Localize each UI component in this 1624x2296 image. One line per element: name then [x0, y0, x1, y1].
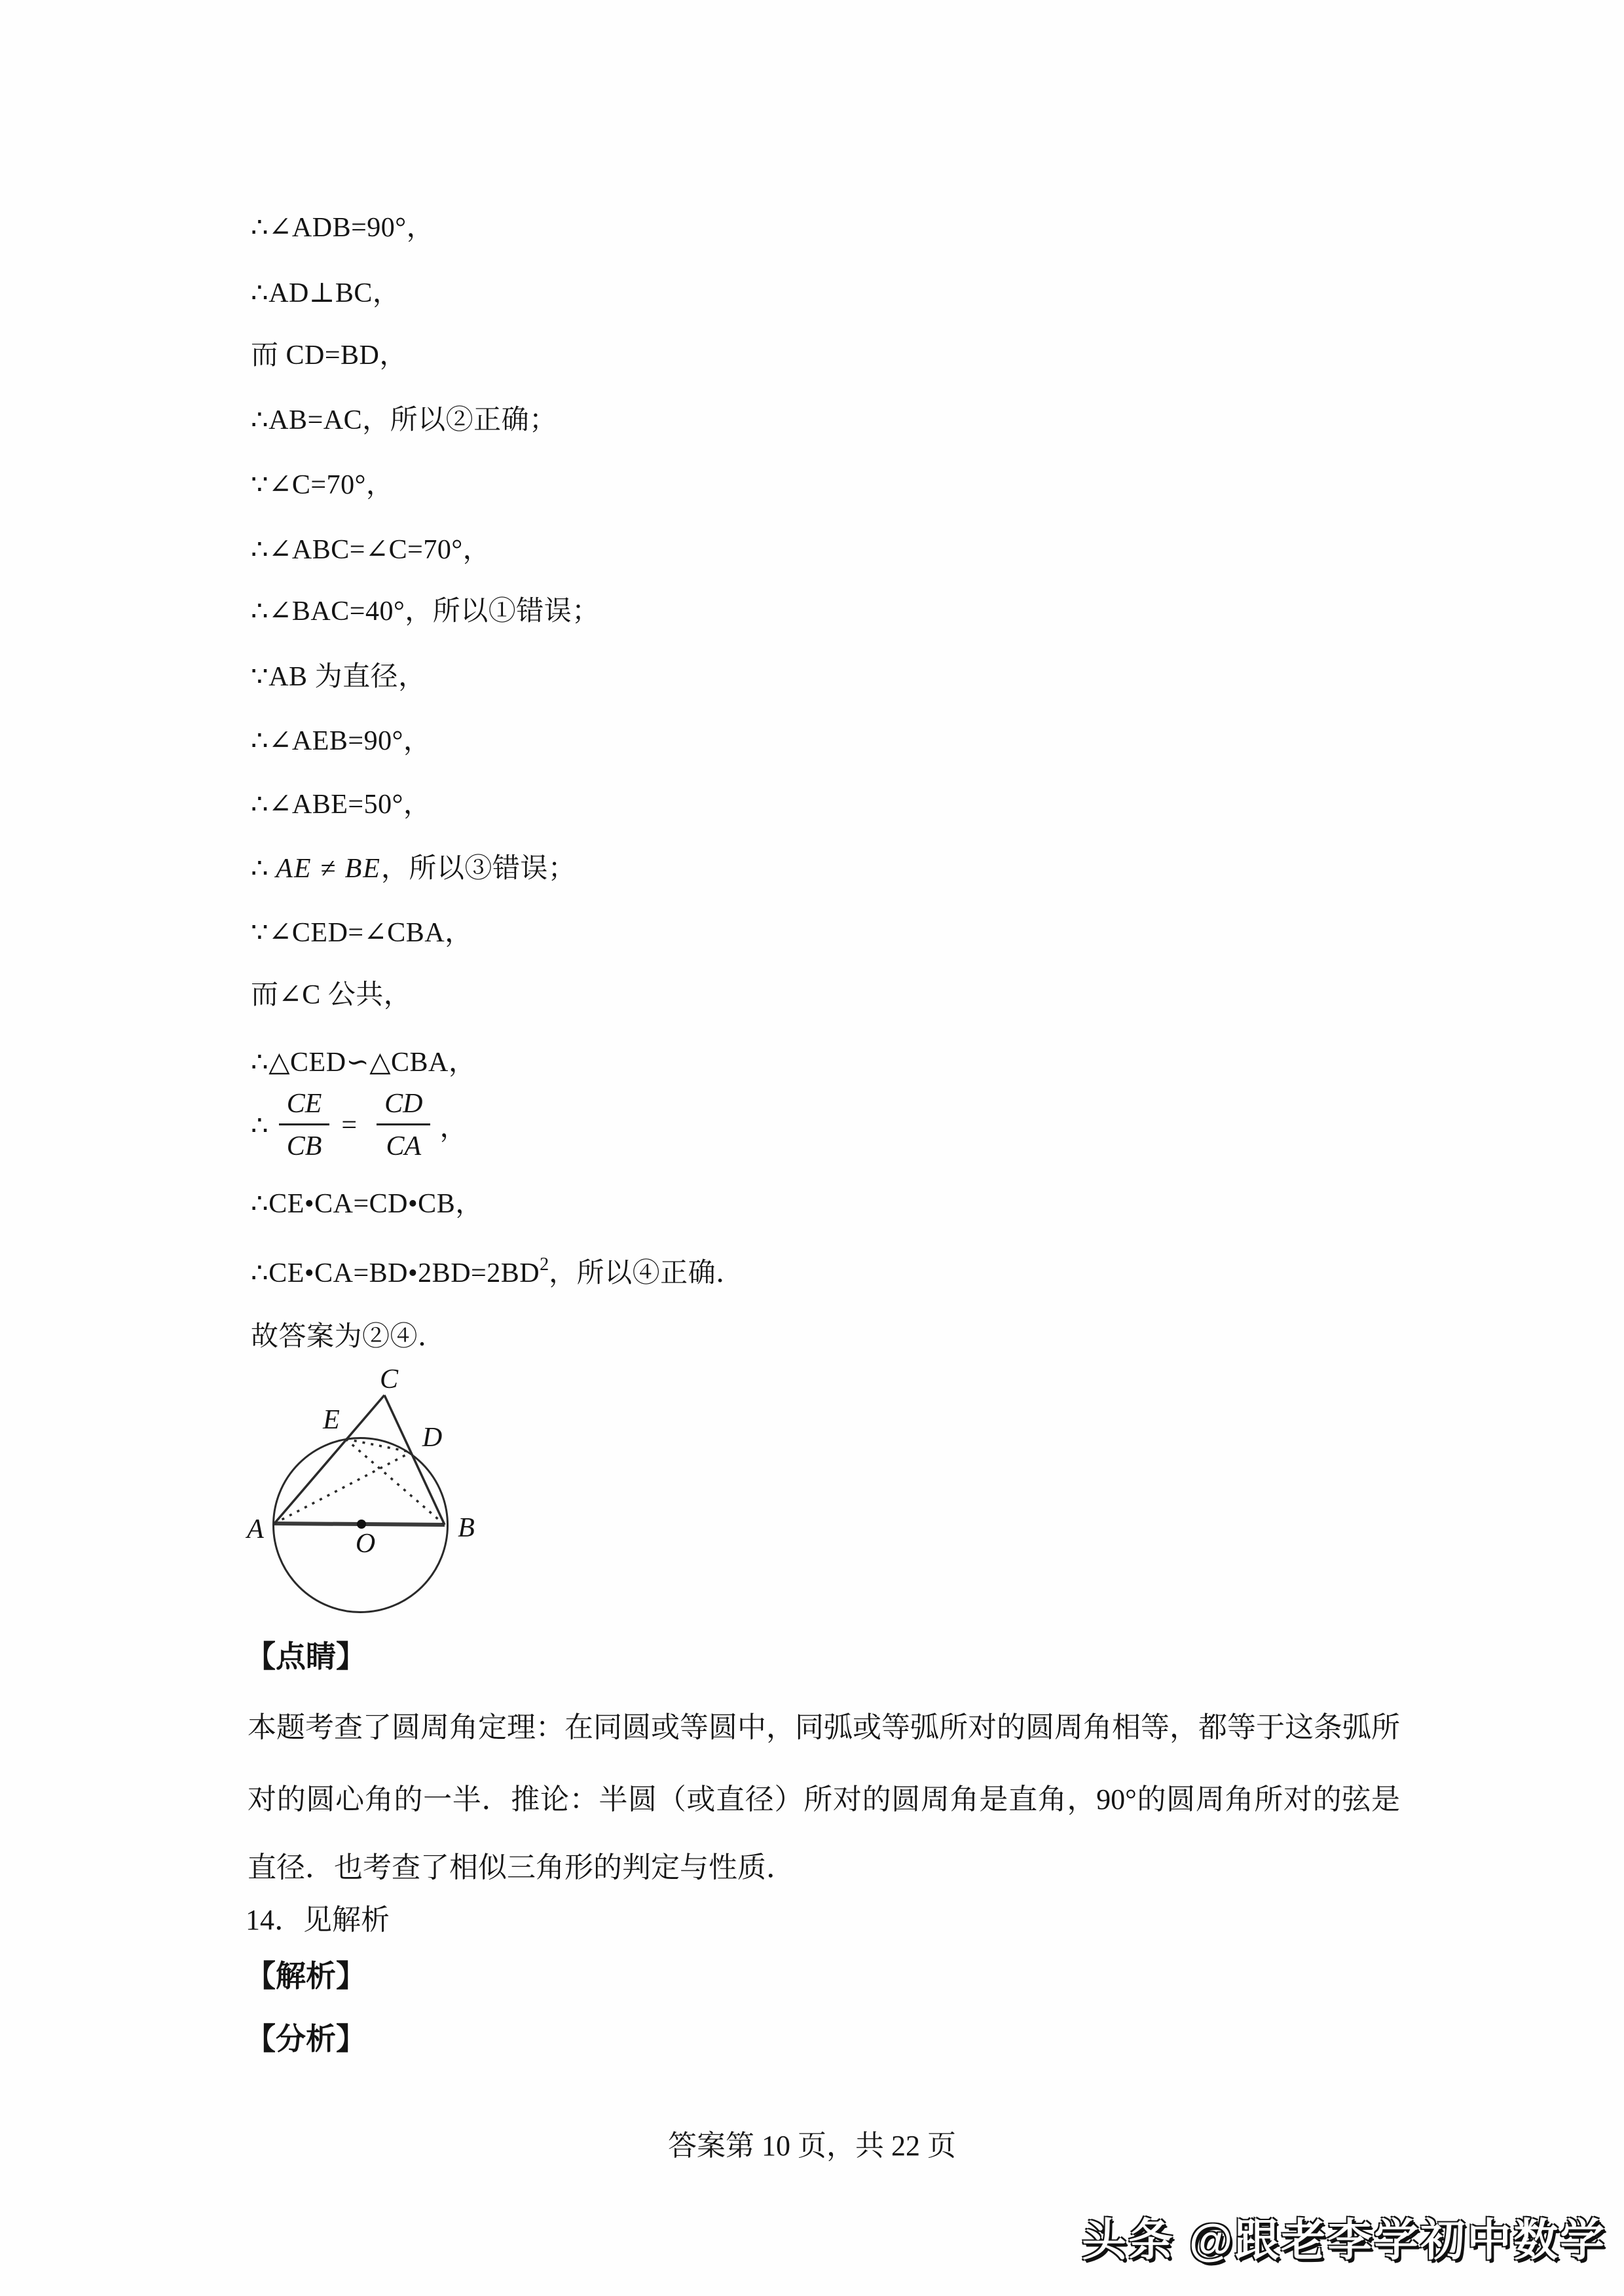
- watermark: 头条 @跟老李学初中数学: [1082, 2215, 1607, 2265]
- proof-line: ∴∠BAC=40°，所以①错误；: [251, 596, 600, 627]
- line-b-to-c: [384, 1395, 445, 1525]
- proof-line: ∴AD⊥BC，: [251, 278, 401, 308]
- tip-header: 【点睛】: [246, 1640, 366, 1673]
- proof-line: ∴∠ADB=90°，: [251, 213, 435, 243]
- proof-line-fraction: [251, 1088, 467, 1162]
- point-label-c: C: [379, 1364, 399, 1394]
- point-label-o: O: [355, 1529, 376, 1559]
- fraction-cd-ca: [377, 1088, 430, 1162]
- fraction-denominator: CB: [286, 1131, 322, 1161]
- proof-line: ∴CE•CA=CD•CB，: [251, 1189, 483, 1219]
- segment-ed-dotted: [346, 1439, 411, 1452]
- tip-paragraph-line: 直径．也考查了相似三角形的判定与性质．: [248, 1851, 795, 1884]
- page-footer: 答案第 10 页，共 22 页: [668, 2130, 956, 2162]
- proof-line-main: ∴CE•CA=BD•2BD=2BD: [251, 1258, 540, 1288]
- proof-line: ∵∠C=70°，: [251, 470, 394, 500]
- fraction-ce-cb: [279, 1088, 330, 1162]
- superscript-2: 2: [540, 1254, 549, 1275]
- proof-line: ∴AB=AC，所以②正确；: [251, 405, 557, 435]
- fraction-numerator: CD: [377, 1088, 430, 1125]
- proof-line: ∵∠CED=∠CBA，: [251, 918, 473, 948]
- fraction-denominator: CA: [386, 1131, 422, 1161]
- math-expression: AE ≠ BE: [276, 854, 381, 884]
- fraction-numerator: CE: [279, 1088, 330, 1125]
- proof-line: ∴∠ABC=∠C=70°，: [251, 535, 491, 565]
- point-label-e: E: [323, 1405, 340, 1435]
- proof-line: ∴∠ABE=50°，: [251, 790, 432, 820]
- point-label-d: D: [422, 1423, 443, 1453]
- geometry-figure: [236, 1349, 530, 1643]
- item-14-answer: 14．见解析: [246, 1904, 390, 1936]
- analysis-header: 【解析】: [246, 1959, 366, 1993]
- answer-line: 故答案为②④．: [251, 1322, 446, 1352]
- therefore-symbol: ∴: [251, 1110, 268, 1141]
- point-label-b: B: [458, 1513, 475, 1543]
- proof-line: 而∠C 公共，: [251, 980, 412, 1010]
- proof-line: ∴△CED∽△CBA，: [251, 1048, 477, 1078]
- proof-line-tail: ，所以③错误；: [380, 854, 576, 884]
- proof-line: ∴∠AEB=90°，: [251, 726, 432, 756]
- proof-line-squared: [251, 1254, 744, 1296]
- center-dot: [357, 1520, 366, 1529]
- proof-line: 而 CD=BD，: [251, 340, 407, 371]
- equals-sign: =: [341, 1110, 358, 1140]
- tip-paragraph-line: 本题考查了圆周角定理：在同圆或等圆中，同弧或等弧所对的圆周角相等，都等于这条弧所: [248, 1711, 1400, 1743]
- proof-line-ae-ne-be: [251, 849, 576, 888]
- point-label-a: A: [247, 1514, 264, 1544]
- segment-ad-dotted: [274, 1452, 411, 1523]
- comma: ，: [439, 1112, 468, 1143]
- therefore-symbol: ∴: [251, 854, 276, 884]
- proof-line-tail: ，所以④正确．: [549, 1258, 744, 1288]
- tip-paragraph-line: 对的圆心角的一半．推论：半圆（或直径）所对的圆周角是直角，90°的圆周角所对的弦是: [248, 1783, 1400, 1815]
- proof-line: ∵AB 为直径，: [251, 662, 426, 692]
- breakdown-header: 【分析】: [246, 2022, 366, 2056]
